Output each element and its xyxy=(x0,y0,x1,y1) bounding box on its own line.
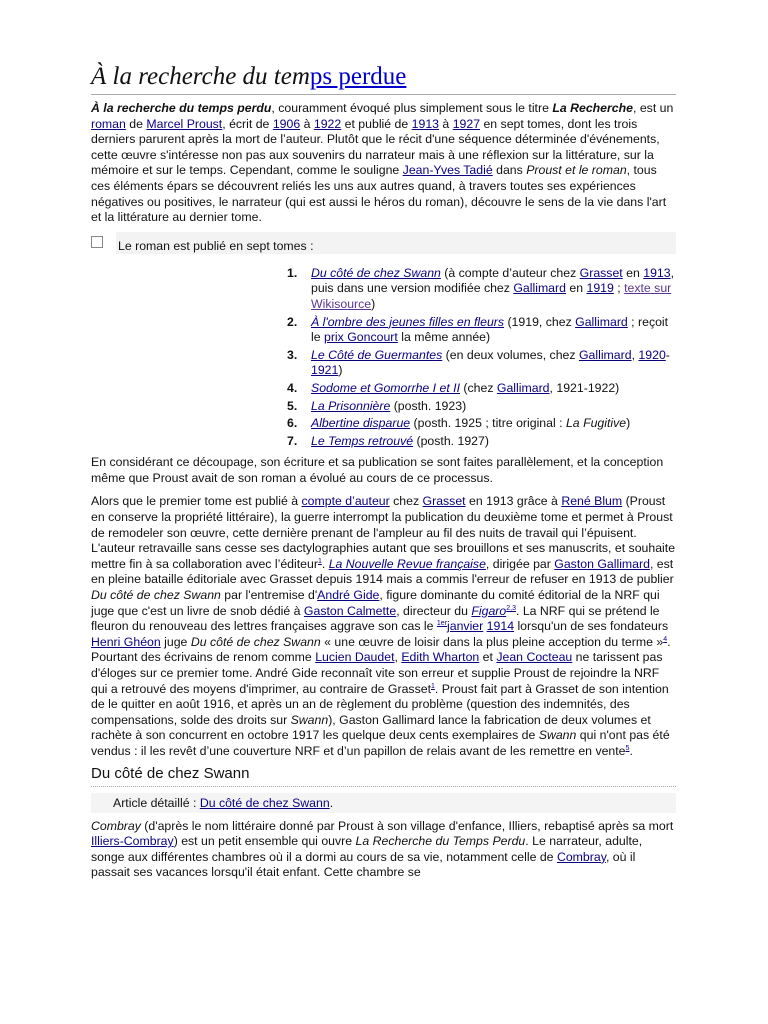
text: , puis dans une version modifiée chez xyxy=(311,265,675,296)
text: « une œuvre de loisir dans la plus pleine acception du terme » xyxy=(320,634,664,649)
section-heading: Du côté de chez Swann xyxy=(91,764,676,787)
text: (posth. 1925 ; titre original : xyxy=(410,416,566,431)
text: ) xyxy=(338,363,343,378)
text: chez xyxy=(389,494,423,509)
text: (posth. 1927) xyxy=(413,433,489,448)
link-grasset[interactable]: Grasset xyxy=(579,265,623,280)
text: ), Gaston Gallimard lance la fabrication de deux volumes et rachète à son concurrent en octobre 1917 les quelque deux cents exemplaires de xyxy=(91,712,651,743)
italic-swann: Du côté de chez Swann xyxy=(190,634,321,649)
italic-recherche: La Recherche du Temps Perdu xyxy=(355,834,526,849)
text: . xyxy=(329,795,334,810)
link-1921[interactable]: 1921 xyxy=(311,363,339,378)
link-prix-goncourt[interactable]: prix Goncourt xyxy=(324,330,398,345)
text: , où il passait ses vacances lorsqu'il était enfant. Cette chambre se xyxy=(91,849,636,880)
text: , 1921-1922) xyxy=(549,380,620,395)
link-janvier[interactable]: janvier xyxy=(447,619,484,634)
text: , directeur du xyxy=(396,603,472,618)
list-item xyxy=(287,434,677,450)
link-tome-title[interactable]: Le Temps retrouvé xyxy=(311,433,414,448)
text: à xyxy=(439,116,453,131)
text: , écrit de xyxy=(222,116,273,131)
text: . xyxy=(629,743,633,758)
text: . La NRF qui se prétend le fleuron du renouveau des lettres françaises aggrave son cas le xyxy=(91,603,660,634)
text: ; reçoit le xyxy=(311,314,669,345)
text: ne tarissent pas d'éloges sur ce premier tome. André Gide reconnaît vite son erreur et supplie Proust de rejoindre la NRF qui a retrouvé des moyens d'imprimer, au contraire de Grasset xyxy=(91,650,663,696)
link-1922[interactable]: 1922 xyxy=(313,116,342,131)
text: , est en pleine bataille éditoriale avec Grasset depuis 1914 mais a commis l'erreur de refuser en 1913 de publier xyxy=(91,556,674,587)
text: en xyxy=(622,265,644,280)
link-tome-title[interactable]: Du côté de chez Swann xyxy=(311,265,441,280)
italic-swann: Swann xyxy=(290,712,329,727)
text: et xyxy=(479,650,497,665)
link-figaro[interactable]: Figaro xyxy=(471,603,507,618)
link-tome-title[interactable]: Albertine disparue xyxy=(311,416,411,431)
italic-combray: Combray xyxy=(91,818,141,833)
list-item xyxy=(287,348,677,379)
link-jean-cocteau[interactable]: Jean Cocteau xyxy=(496,650,573,665)
tomes-toggle-box xyxy=(91,232,676,254)
text: , dirigée par xyxy=(485,556,555,571)
text: . Le narrateur, adulte, songe aux différentes chambres où il a dormi au cours de sa vie, notamment celle de xyxy=(91,834,643,864)
text: . Proust fait part à Grasset de son intention de le quitter en août 1916, et après un an de règlement du problème (question des indemnités, des compensations, solde des droits sur xyxy=(91,681,669,727)
text: ) xyxy=(371,296,376,311)
text: Article détaillé : xyxy=(113,795,200,810)
footnote-link[interactable]: 4 xyxy=(663,635,668,643)
link-jean-yves-tadie[interactable]: Jean-Yves Tadié xyxy=(402,163,493,178)
text: , couramment évoqué plus simplement sous le titre xyxy=(271,101,553,115)
list-item xyxy=(287,416,677,432)
list-number: 1. xyxy=(287,265,298,280)
link-combray[interactable]: Combray xyxy=(556,849,606,864)
text: . Pourtant des écrivains de renom comme xyxy=(91,634,671,665)
link-tome-title[interactable]: Le Côté de Guermantes xyxy=(311,347,443,362)
italic-swann: Du côté de chez Swann xyxy=(91,588,221,603)
link-article-swann[interactable]: Du côté de chez Swann xyxy=(199,795,330,810)
link-lucien-daudet[interactable]: Lucien Daudet xyxy=(315,650,395,665)
checkbox-icon[interactable] xyxy=(91,236,103,248)
list-number: 5. xyxy=(287,398,298,413)
footnote-link[interactable]: 1 xyxy=(430,682,435,690)
text: dans xyxy=(492,163,527,178)
text: par l'entremise d' xyxy=(220,588,318,603)
text: , tous ces éléments épars se découvrent reliés les uns aux autres quand, à travers toutes ses expériences négatives ou positives, le narrateur (qui est aussi le héros du roman), découvre le sens de la vie dans l'art et la littérature au dernier tome. xyxy=(91,163,667,225)
italic-swann: Swann xyxy=(538,728,577,743)
list-item xyxy=(287,266,677,313)
italic-la-fugitive: La Fugitive xyxy=(565,416,627,431)
link-henri-gheon[interactable]: Henri Ghéon xyxy=(91,634,161,649)
link-1er[interactable]: 1er xyxy=(436,620,448,628)
intro-bold-short: La Recherche xyxy=(552,101,633,115)
list-number: 2. xyxy=(287,314,298,329)
link-grasset[interactable]: Grasset xyxy=(422,494,466,509)
text: la même année) xyxy=(397,330,491,345)
link-roman[interactable]: roman xyxy=(91,116,126,131)
article-detail-note xyxy=(91,793,676,813)
title-link[interactable]: ps perdue xyxy=(309,63,407,90)
link-1920[interactable]: 1920 xyxy=(638,347,666,362)
link-compte-auteur[interactable]: compte d’auteur xyxy=(301,494,390,509)
text: en sept tomes, dont les trois derniers parurent après la mort de l’auteur. Plutôt que le récit d'une séquence déterminée d'événements, cette œuvre s'intéresse non pas aux souvenirs du narrateur mais à une réflexion sur la littérature, sur la mémoire et sur le temps. Cependant, comme le souligne xyxy=(91,116,660,178)
text: en 1913 grâce à xyxy=(465,494,562,509)
text: - xyxy=(665,347,670,362)
footnote-link[interactable]: 1 xyxy=(317,557,322,565)
link-edith-wharton[interactable]: Edith Wharton xyxy=(401,650,480,665)
article-content xyxy=(91,62,676,881)
list-number: 6. xyxy=(287,416,298,431)
footnote-link[interactable]: 2,3 xyxy=(506,604,516,612)
link-illiers-combray[interactable]: Illiers-Combray xyxy=(91,834,174,849)
text: (posth. 1923) xyxy=(390,398,467,413)
text: , xyxy=(631,347,639,362)
text: qui n'ont pas été vendus : il les revêt d’une couverture NRF et d’un papillon de relais avant de les remettre en vente xyxy=(91,728,670,758)
link-gaston-gallimard[interactable]: Gaston Gallimard xyxy=(554,556,650,571)
link-1919[interactable]: 1919 xyxy=(586,281,614,296)
intro-bold-title: À la recherche du temps perdu xyxy=(91,101,272,115)
link-1906[interactable]: 1906 xyxy=(272,116,301,131)
link-gallimard[interactable]: Gallimard xyxy=(578,347,632,362)
text: de xyxy=(125,116,147,131)
text: , est un xyxy=(633,101,674,115)
link-andre-gide[interactable]: André Gide xyxy=(317,588,380,603)
decoupage-paragraph: En considérant ce découpage, son écriture et sa publication se sont faites parallèlement, et la conception même que Proust avait de son roman a évolué au cours de ce processus. xyxy=(91,455,664,485)
combray-paragraph xyxy=(91,819,676,881)
text: , xyxy=(394,650,402,665)
text: (1919, chez xyxy=(504,314,576,329)
link-1913[interactable]: 1913 xyxy=(643,265,671,280)
list-item xyxy=(287,381,677,397)
text: Alors que le premier tome est publié à xyxy=(91,494,302,509)
text: . xyxy=(321,556,329,571)
link-rene-blum[interactable]: René Blum xyxy=(561,494,623,509)
text: ) est un petit ensemble qui ouvre xyxy=(173,834,356,849)
link-tome-title[interactable]: À l'ombre des jeunes filles en fleurs xyxy=(311,314,505,329)
text: , figure dominante du comité éditorial de la NRF qui juge que c'est un livre de snob dédié à xyxy=(91,588,660,618)
text: et publié de xyxy=(341,116,412,131)
link-gallimard[interactable]: Gallimard xyxy=(496,380,550,395)
list-number: 7. xyxy=(287,433,298,448)
list-item xyxy=(287,399,677,415)
text: juge xyxy=(160,634,191,649)
text: (à compte d’auteur chez xyxy=(440,265,580,280)
list-number: 4. xyxy=(287,380,298,395)
link-1927[interactable]: 1927 xyxy=(452,116,481,131)
text: ) xyxy=(626,416,631,431)
text: (chez xyxy=(460,380,497,395)
text: à xyxy=(300,116,314,131)
text: lorsqu'un de ses fondateurs xyxy=(514,619,669,634)
list-number: 3. xyxy=(287,347,298,362)
tomes-intro-text: Le roman est publié en sept tomes : xyxy=(116,232,676,254)
link-marcel-proust[interactable]: Marcel Proust xyxy=(146,116,223,131)
text: (Proust en conserve la propriété littéraire), la guerre interrompt la publication du deuxième tome et permet à Proust de remodeler son œuvre, cette dernière prenant de l'ampleur au fil des nuits de travail qui l’épuisent. L'auteur retravaille sans cesse ses dactylographies autant que ses brouillons et ses manuscrits, et souhaite mettre fin à sa collaboration avec l’éditeur xyxy=(91,494,676,571)
text: ; xyxy=(613,281,625,296)
link-wikisource[interactable]: texte sur Wikisource xyxy=(311,281,672,311)
link-nrf[interactable]: La Nouvelle Revue française xyxy=(328,556,486,571)
link-gaston-calmette[interactable]: Gaston Calmette xyxy=(303,603,397,618)
text: en xyxy=(565,281,587,296)
publication-paragraph xyxy=(91,494,676,759)
link-gallimard[interactable]: Gallimard xyxy=(513,281,566,296)
tomes-list xyxy=(287,266,677,450)
page-title xyxy=(91,62,676,95)
title-text: À la recherche du tem xyxy=(91,63,310,90)
text: (d'après le nom littéraire donné par Proust à son village d'enfance, Illiers, rebaptisé après sa mort xyxy=(140,818,674,833)
link-gallimard[interactable]: Gallimard xyxy=(575,314,628,329)
intro-paragraph xyxy=(91,101,676,226)
link-1914[interactable]: 1914 xyxy=(486,619,515,634)
link-tome-title[interactable]: La Prisonnière xyxy=(311,398,391,413)
italic-proust-et-le-roman: Proust et le roman xyxy=(526,163,627,178)
link-tome-title[interactable]: Sodome et Gomorrhe I et II xyxy=(311,380,460,395)
text: (en deux volumes, chez xyxy=(442,347,579,362)
footnote-link[interactable]: 5 xyxy=(625,744,630,752)
list-item xyxy=(287,315,677,346)
link-1913[interactable]: 1913 xyxy=(411,116,439,131)
